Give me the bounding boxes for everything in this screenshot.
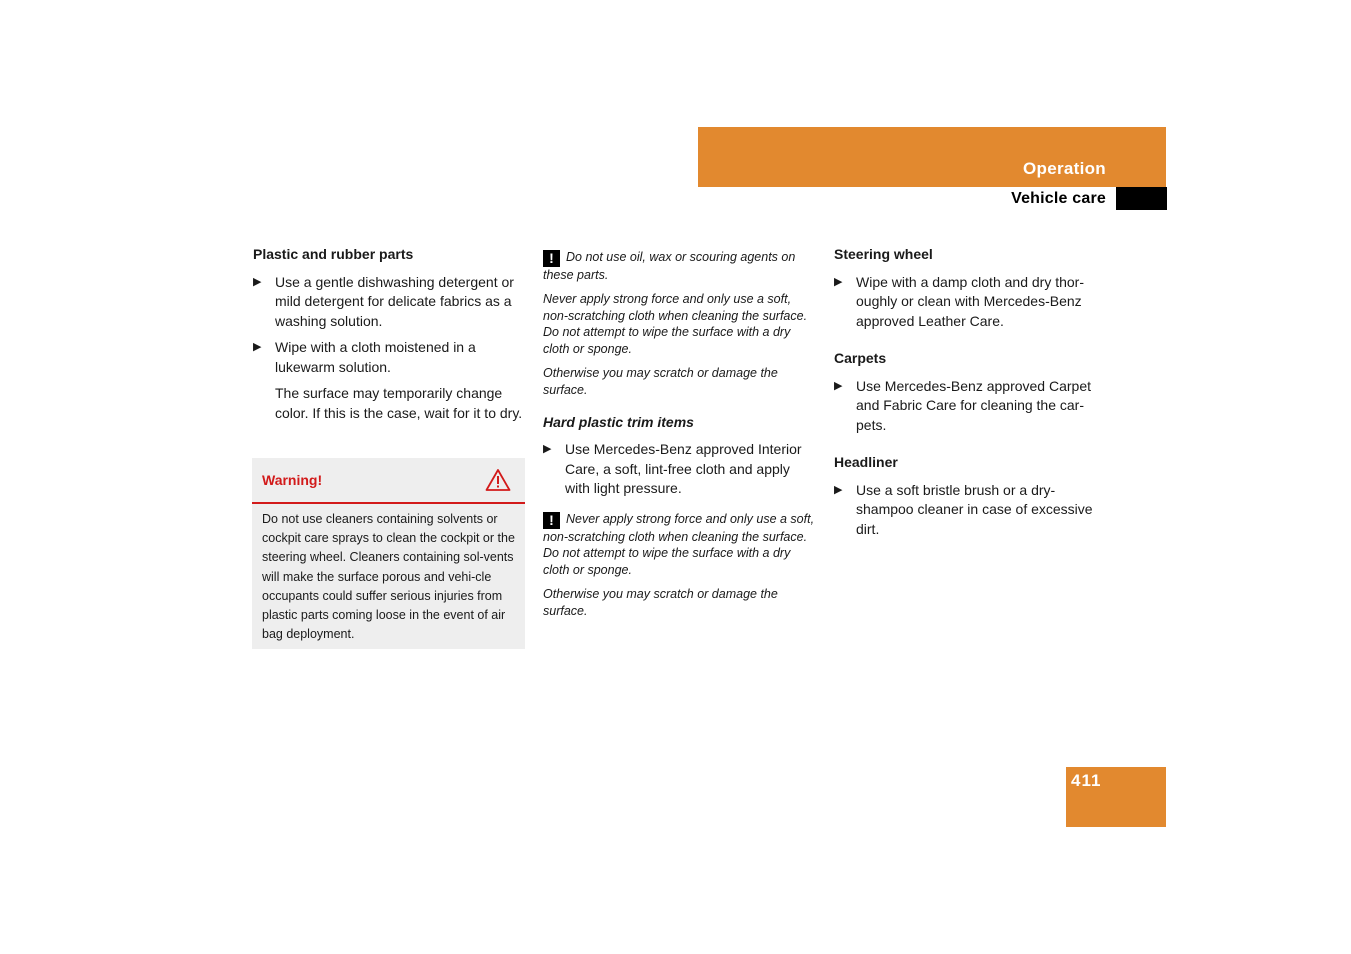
column-2 — [543, 249, 818, 627]
warning-box — [252, 458, 525, 649]
column-1 — [253, 245, 525, 430]
bullet-arrow-icon: ▶ — [834, 483, 843, 496]
note-text: Never apply strong force and only use a soft, non-scratching cloth when cleaning the surface. Do not attempt to wipe the surface with a dry cloth or sponge. — [543, 511, 815, 578]
exclamation-icon: ! — [543, 250, 560, 267]
bullet-arrow-icon: ▶ — [834, 275, 843, 288]
exclamation-icon: ! — [543, 512, 560, 529]
heading-hard-plastic-trim: Hard plastic trim items — [543, 413, 694, 430]
heading-plastic-rubber: Plastic and rubber parts — [253, 246, 414, 262]
list-item — [834, 377, 1104, 436]
caution-note — [543, 249, 818, 284]
heading-headliner: Headliner — [834, 454, 898, 470]
note-text: Otherwise you may scratch or damage the surface. — [543, 586, 778, 618]
warning-triangle-icon — [485, 468, 511, 497]
header-tab-marker — [1116, 187, 1167, 210]
bullet-arrow-icon: ▶ — [543, 443, 552, 456]
list-item-text: Use Mercedes-Benz approved Interior Care, a soft, lint-free cloth and apply with light pressure. — [565, 441, 802, 497]
list-item — [834, 273, 1104, 332]
list-item — [253, 338, 525, 377]
list-item-text: Use a soft bristle brush or a dry-shampoo cleaner in case of excessive dirt. — [856, 481, 1093, 537]
note-text: Otherwise you may scratch or damage the surface. — [543, 365, 778, 397]
indent-text: The surface may temporarily change color. If this is the case, wait for it to dry. — [275, 385, 523, 421]
column-3 — [834, 245, 1104, 546]
list-item-text: Wipe with a cloth moistened in a lukewarm solution. — [275, 339, 476, 375]
list-item — [834, 481, 1104, 540]
section-title: Operation — [1023, 159, 1106, 178]
note-text: Do not use oil, wax or scouring agents on these parts. — [543, 250, 796, 282]
list-item — [253, 273, 525, 332]
warning-title: Warning! — [262, 472, 323, 488]
list-item-text: Use a gentle dishwashing detergent or mild detergent for delicate fabrics as a washing solution. — [275, 273, 514, 329]
note-text: Never apply strong force and only use a soft, non-scratching cloth when cleaning the surface. Do not attempt to wipe the surface with a dry cloth or sponge. — [543, 291, 808, 357]
caution-note — [543, 511, 818, 579]
warning-header — [252, 458, 525, 504]
bullet-arrow-icon: ▶ — [834, 379, 843, 392]
page-number: 411 — [1071, 771, 1102, 790]
list-item-text: Wipe with a damp cloth and dry thor-oughly or clean with Mercedes-Benz approved Leather Care. — [856, 273, 1084, 329]
heading-steering-wheel: Steering wheel — [834, 246, 933, 262]
list-item — [543, 440, 818, 499]
heading-carpets: Carpets — [834, 350, 887, 366]
subsection-title: Vehicle care — [1011, 190, 1106, 207]
bullet-arrow-icon: ▶ — [253, 341, 262, 353]
list-item-text: Use Mercedes-Benz approved Carpet and Fabric Care for cleaning the car-pets. — [856, 377, 1092, 433]
bullet-arrow-icon: ▶ — [253, 275, 262, 288]
warning-body: Do not use cleaners containing solvents or cockpit care sprays to clean the cockpit or the steering wheel. Cleaners containing sol-vents will make the surface porous and vehi-cle occupants could suffer serious injuries from plastic parts coming loose in the event of air bag deployment. — [262, 512, 515, 642]
